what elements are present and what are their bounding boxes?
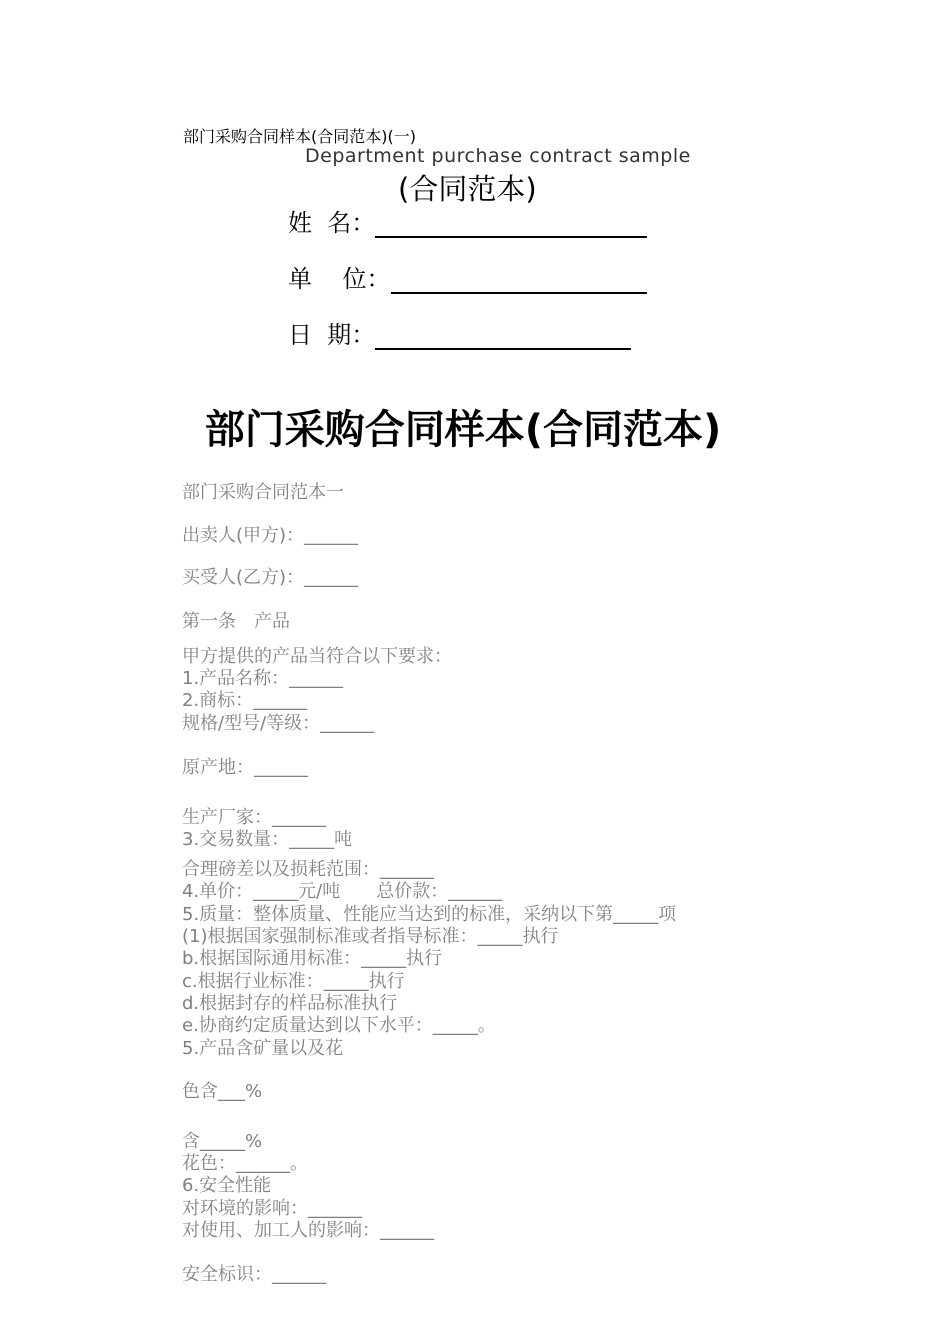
body-line: 4.单价：_____元/吨 总价款：______ [182,881,503,902]
body-line: 合理磅差以及损耗范围：______ [182,859,434,880]
date-blank-line[interactable] [375,320,631,350]
body-line: 部门采购合同范本一 [182,482,344,503]
body-line: 规格/型号/等级：______ [182,713,375,734]
body-line: 对环境的影响：______ [182,1198,362,1219]
body-line: 生产厂家：______ [182,807,326,828]
body-line: 5.产品含矿量以及花 [182,1038,344,1059]
name-blank-line[interactable] [375,208,647,238]
body-line: 第一条 产品 [182,611,290,632]
body-line: (1)根据国家强制标准或者指导标准：_____执行 [182,926,559,947]
body-line: 原产地：______ [182,757,308,778]
cover-field-date [288,315,631,350]
cover-field-unit [288,259,647,294]
body-line: 3.交易数量：_____吨 [182,829,353,850]
name-label: 姓 名： [288,209,376,237]
body-line: 出卖人(甲方)：______ [182,525,359,546]
body-line: 6.安全性能 [182,1175,272,1196]
unit-label: 单 位： [288,265,391,293]
date-label: 日 期： [288,321,376,349]
body-line: b.根据国际通用标准：_____执行 [182,948,443,969]
main-title: 部门采购合同样本(合同范本) [204,407,722,453]
english-subtitle: Department purchase contract sample [305,145,691,167]
cover-field-name [288,203,647,238]
unit-blank-line[interactable] [391,264,647,294]
body-line: 5.质量：整体质量、性能应当达到的标准，采纳以下第_____项 [182,904,677,925]
body-line: 1.产品名称：______ [182,668,344,689]
body-line: 买受人(乙方)：______ [182,567,359,588]
body-line: e.协商约定质量达到以下水平：_____。 [182,1015,496,1036]
body-line: 甲方提供的产品当符合以下要求： [182,646,452,667]
body-line: 含_____% [182,1131,263,1152]
body-line: 2.商标：______ [182,690,308,711]
body-line: d.根据封存的样品标准执行 [182,993,398,1014]
document-header-title: 部门采购合同样本(合同范本)(一) [183,127,416,146]
body-line: 花色：______。 [182,1153,308,1174]
contract-template-subtitle: (合同范本) [398,172,537,206]
body-line: 对使用、加工人的影响：______ [182,1220,434,1241]
body-line: 色含___% [182,1081,263,1102]
body-line: 安全标识：______ [182,1264,326,1285]
body-line: c.根据行业标准：_____执行 [182,971,405,992]
